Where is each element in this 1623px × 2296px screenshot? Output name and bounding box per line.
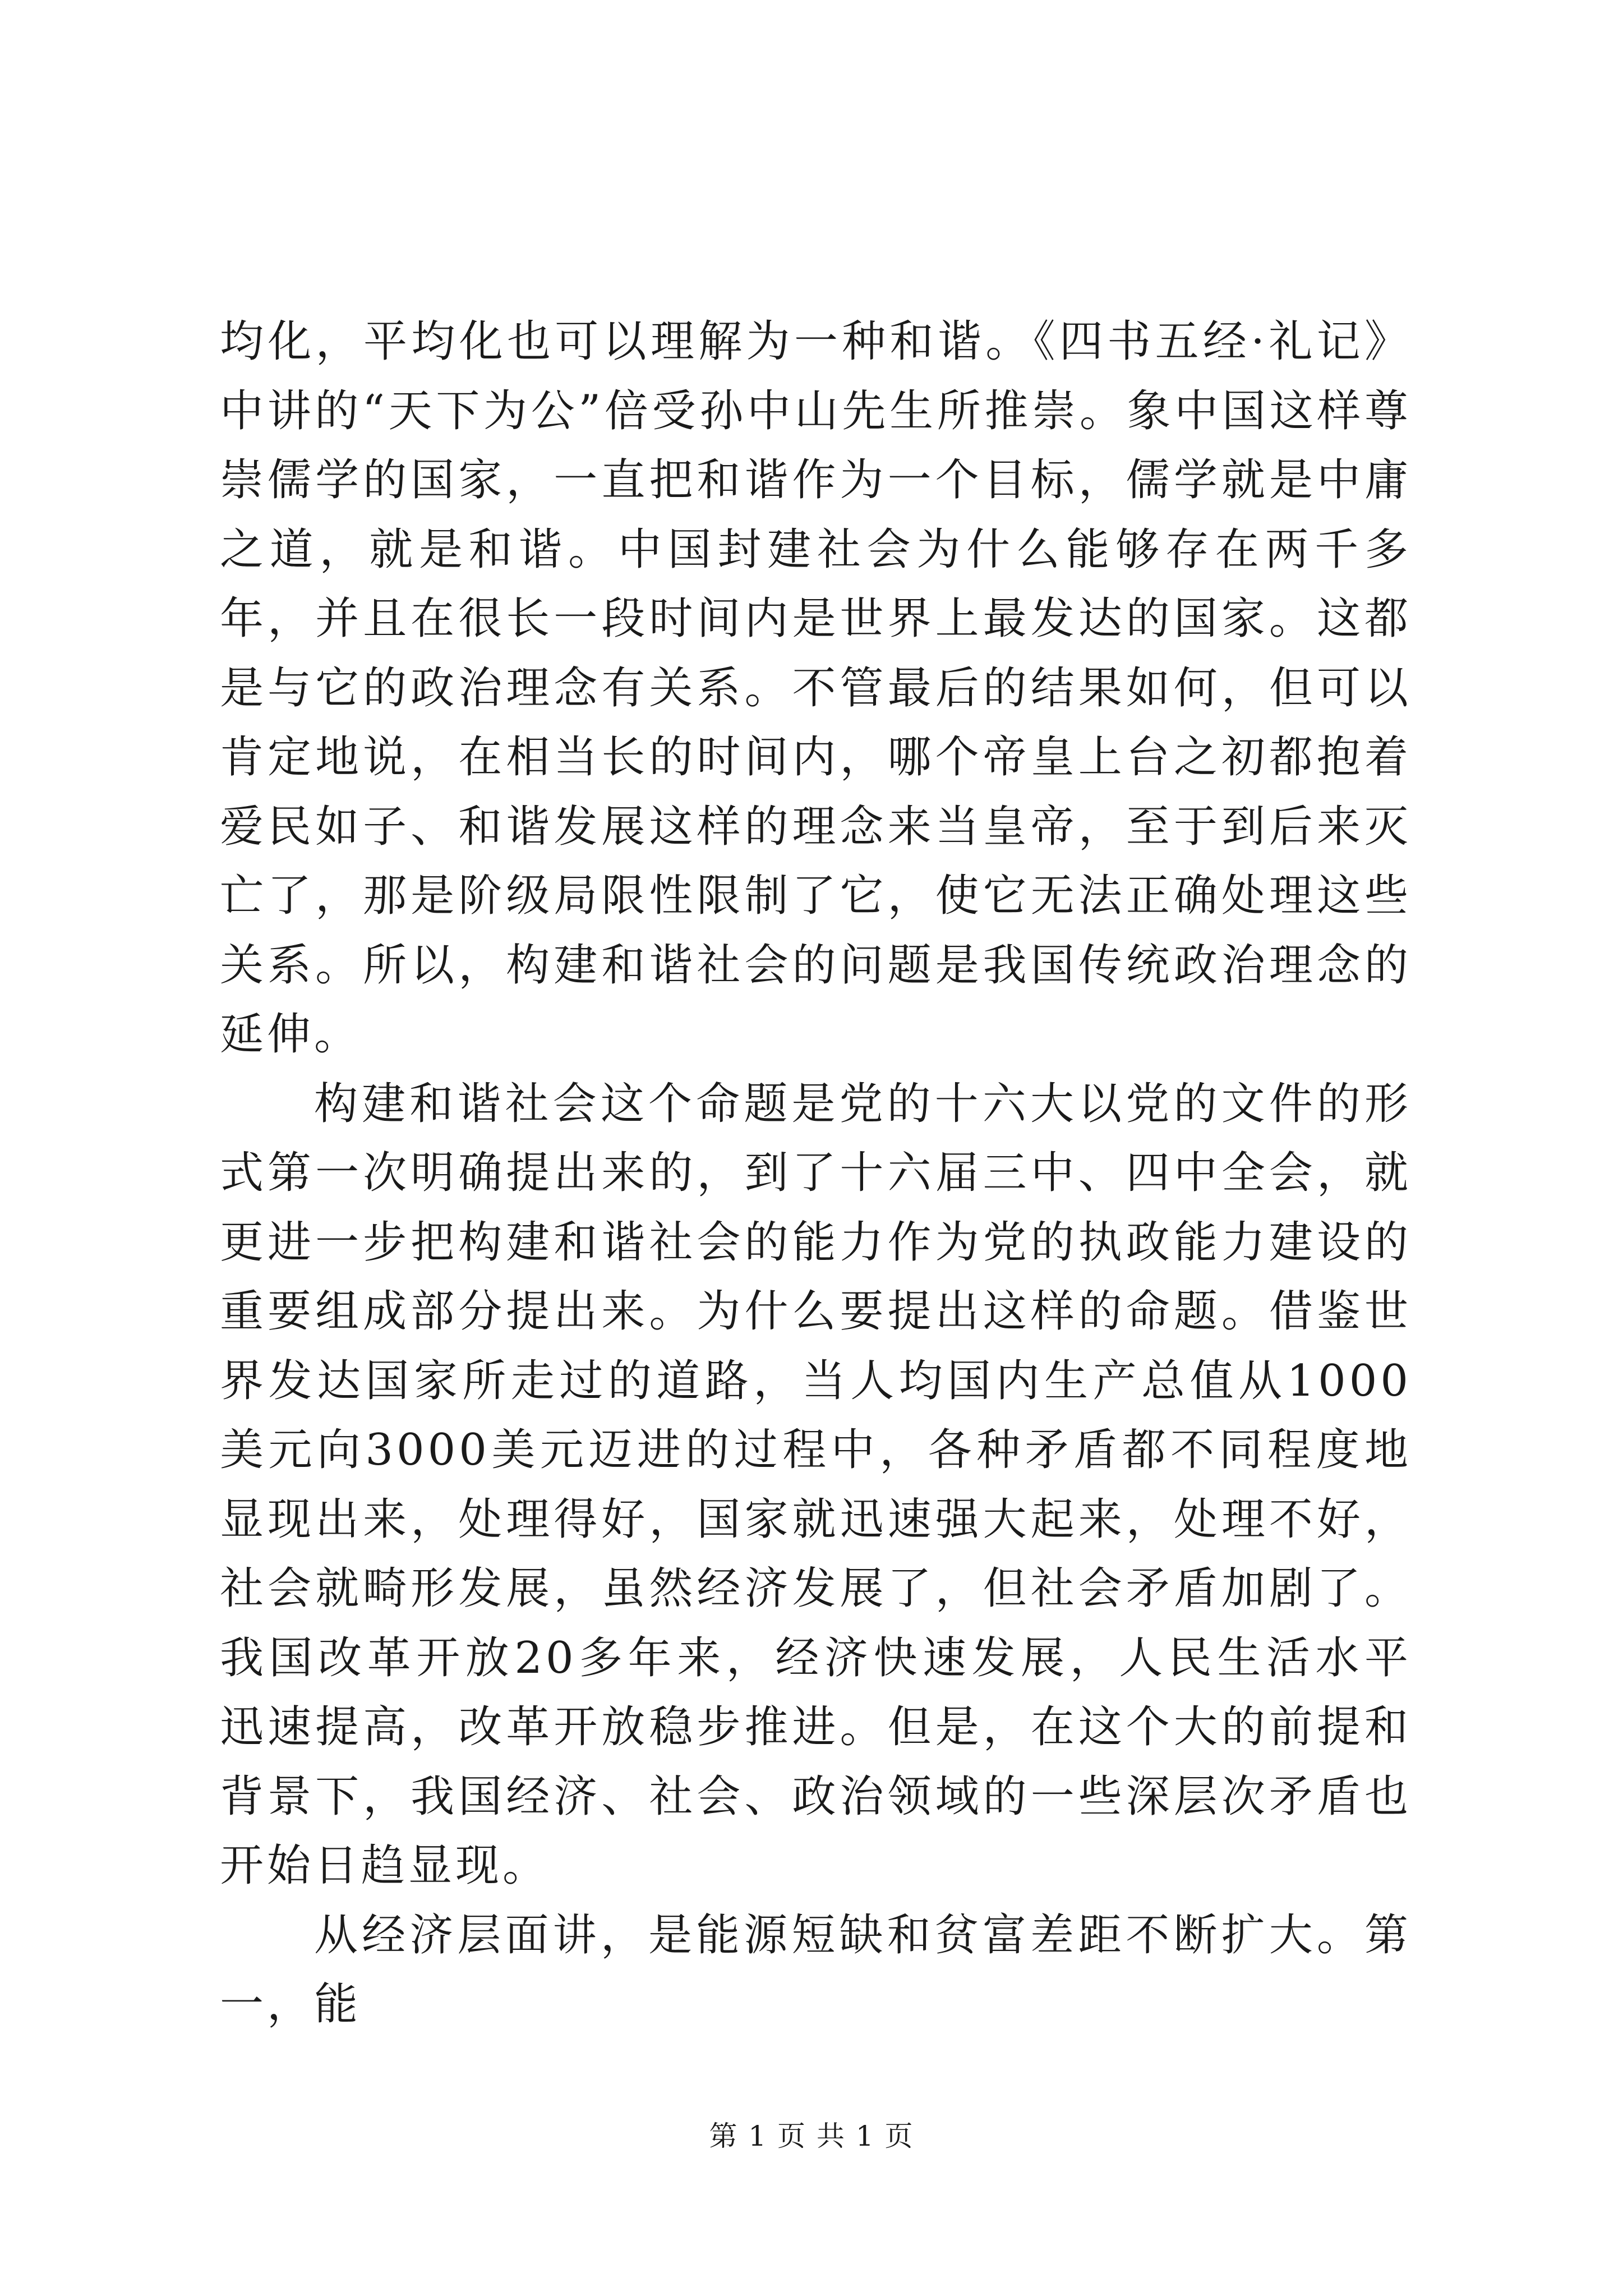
paragraph-2: 构建和谐社会这个命题是党的十六大以党的文件的形式第一次明确提出来的，到了十六届三中、四中全会，就更进一步把构建和谐社会的能力作为党的执政能力建设的重要组成部分提出来。为什么要提出这样的命题。借鉴世界发达国家所走过的道路，当人均国内生产总值从1000美元向3000美元迈进的过程中，各种矛盾都不同程度地显现出来，处理得好，国家就迅速强大起来，处理不好，社会就畸形发展，虽然经济发展了，但社会矛盾加剧了。我国改革开放20多年来，经济快速发展，人民生活水平迅速提高，改革开放稳步推进。但是，在这个大的前提和背景下，我国经济、社会、政治领域的一些深层次矛盾也开始日趋显现。: [220, 1078, 1412, 1891]
paragraph-1: 均化，平均化也可以理解为一种和谐。《四书五经·礼记》中讲的“天下为公”倍受孙中山先生所推崇。象中国这样尊崇儒学的国家，一直把和谐作为一个目标，儒学就是中庸之道，就是和谐。中国封建社会为什么能够存在两千多年，并且在很长一段时间内是世界上最发达的国家。这都是与它的政治理念有关系。不管最后的结果如何，但可以肯定地说，在相当长的时间内，哪个帝皇上台之初都抱着爱民如子、和谐发展这样的理念来当皇帝，至于到后来灭亡了，那是阶级局限性限制了它，使它无法正确处理这些关系。所以，构建和谐社会的问题是我国传统政治理念的延伸。: [220, 316, 1412, 1060]
page-footer: 第 1 页 共 1 页: [709, 2120, 914, 2152]
body-text: [220, 307, 1412, 2040]
paragraph-3: 从经济层面讲，是能源短缺和贫富差距不断扩大。第一，能: [220, 1910, 1412, 2030]
